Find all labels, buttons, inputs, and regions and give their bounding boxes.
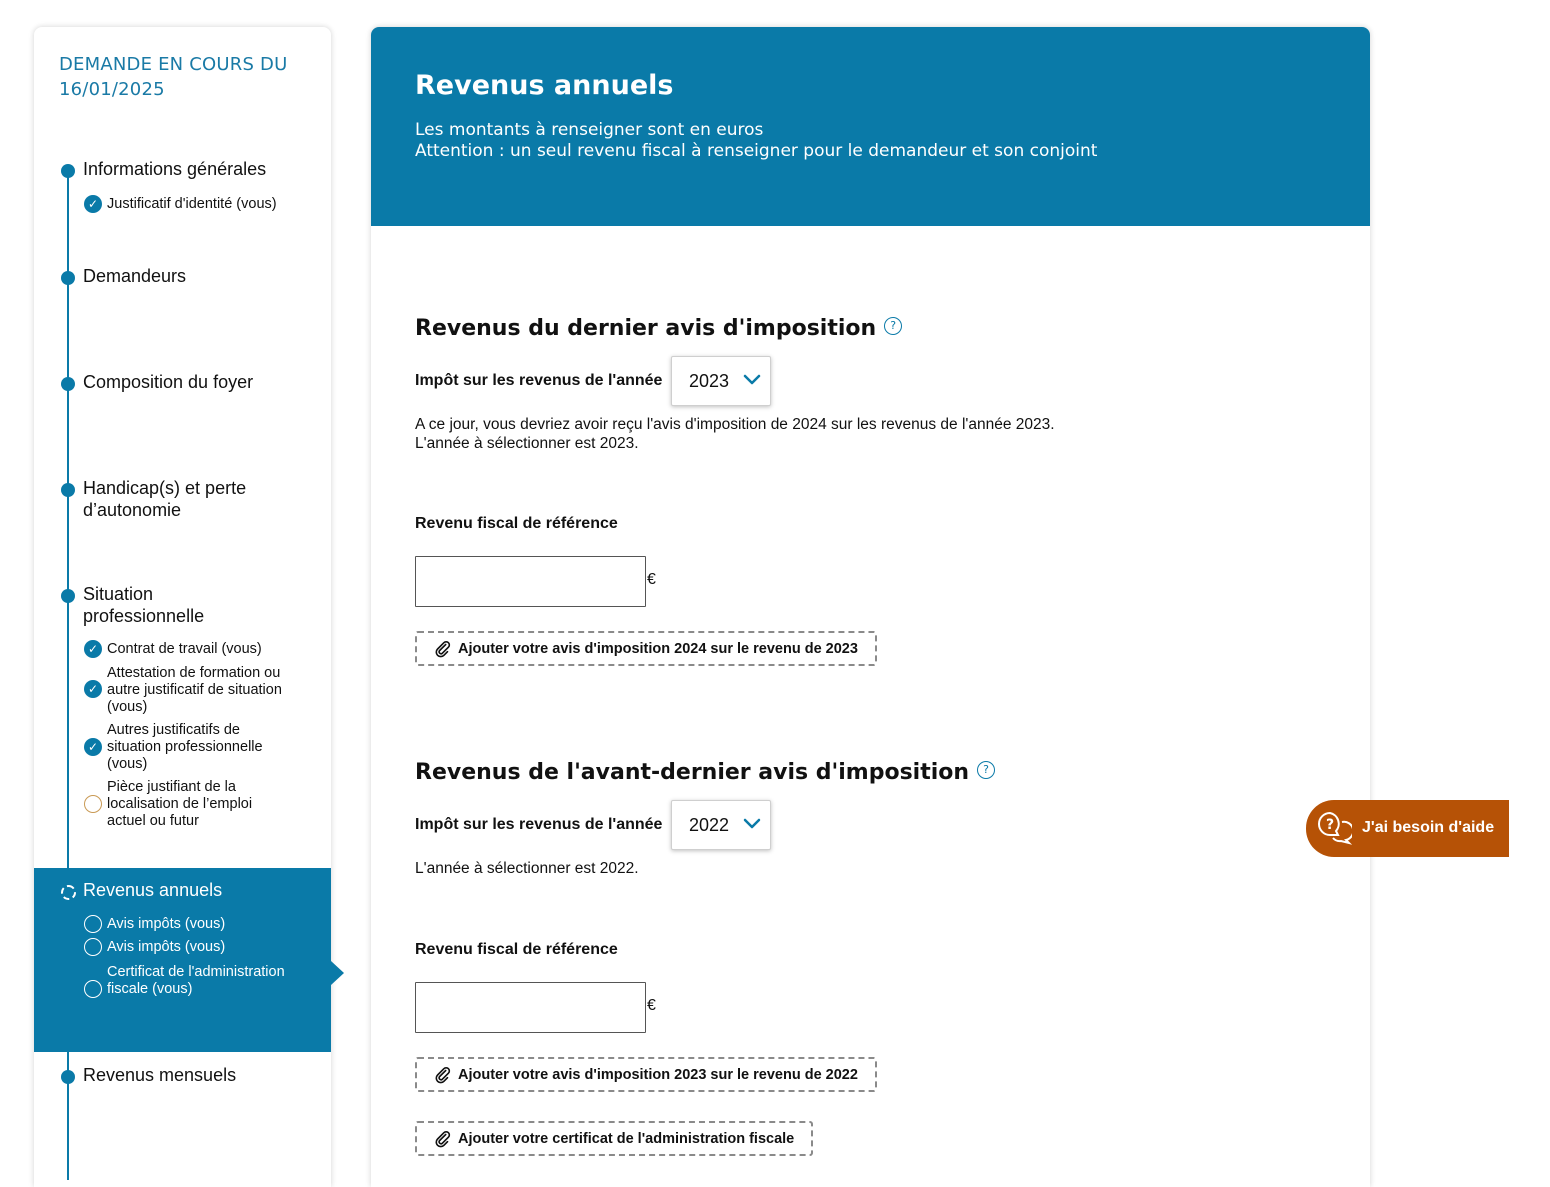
substep-label: Certificat de l'administration fiscale (vous) [107,964,285,997]
paperclip-icon [434,640,452,658]
substep-label: Attestation de formation ou autre justificatif de situation (vous) [107,665,282,715]
check-icon: ✓ [84,738,102,756]
empty-circle-icon [84,915,102,933]
page-title: Revenus annuels [415,70,674,101]
page-banner [371,27,1370,226]
year-select[interactable] [671,800,771,850]
info-note: L'année à sélectionner est 2023. [415,435,639,452]
check-icon: ✓ [84,640,102,658]
help-button[interactable] [1306,800,1509,857]
rfr-input[interactable] [415,556,646,607]
paperclip-icon [434,1130,452,1148]
attach-avis-2024-button[interactable] [415,631,877,666]
step-dot [61,164,75,178]
currency-label: € [647,571,656,588]
substep-label: Justificatif d'identité (vous) [107,196,277,212]
step-label: Demandeurs [83,266,187,286]
section-title-text: Revenus du dernier avis d'imposition [415,316,877,341]
help-button-label: J'ai besoin d'aide [1362,819,1495,836]
empty-circle-icon [84,795,102,813]
step-dot [61,589,75,603]
info-note: A ce jour, vous devriez avoir reçu l'avis d'imposition de 2024 sur les revenus de l'année 2023. [415,416,1055,433]
section-avant-dernier-avis-title [415,760,995,785]
progress-sidebar [34,27,331,1187]
year-label: Impôt sur les revenus de l'année [415,816,663,833]
attach-label: Ajouter votre avis d'imposition 2024 sur le revenu de 2023 [458,640,858,657]
step-label: Revenus mensuels [83,1065,237,1085]
currency-label: € [647,997,656,1014]
year-select[interactable] [671,356,771,406]
substep-label: Contrat de travail (vous) [107,641,262,657]
attach-label: Ajouter votre avis d'imposition 2023 sur le revenu de 2022 [458,1066,858,1083]
main-panel [371,27,1370,1187]
substep-label: Pièce justifiant de la localisation de l’emploi actuel ou futur [107,779,253,829]
chevron-down-icon [742,369,762,389]
rfr-input[interactable] [415,982,646,1033]
substep-label: Avis impôts (vous) [107,939,226,955]
section-dernier-avis-title [415,316,902,341]
check-icon: ✓ [84,680,102,698]
step-label: Handicap(s) et perte d’autonomie [83,478,247,520]
chevron-down-icon [742,813,762,833]
svg-text:?: ? [1326,817,1335,833]
banner-warning-line: Attention : un seul revenu fiscal à renseigner pour le demandeur et son conjoint [415,141,1098,161]
help-question-icon[interactable]: ? [884,317,902,335]
chat-question-icon [1316,810,1352,846]
step-label: Revenus annuels [83,880,223,900]
in-progress-icon [61,885,76,900]
help-question-icon[interactable]: ? [977,761,995,779]
rfr-label: Revenu fiscal de référence [415,515,618,532]
year-select-value: 2022 [689,815,730,835]
step-dot [61,271,75,285]
year-label: Impôt sur les revenus de l'année [415,372,663,389]
info-note: L'année à sélectionner est 2022. [415,860,639,877]
rfr-label: Revenu fiscal de référence [415,941,618,958]
request-title: DEMANDE EN COURS DU 16/01/2025 [59,54,288,100]
banner-info-line: Les montants à renseigner sont en euros [415,120,764,140]
attach-certificat-button[interactable] [415,1121,813,1156]
step-label: Informations générales [83,159,267,179]
step-dot [61,377,75,391]
step-label: Situation professionnelle [83,584,205,626]
step-dot [61,1070,75,1084]
section-title-text: Revenus de l'avant-dernier avis d'imposition [415,760,970,785]
paperclip-icon [434,1066,452,1084]
step-dot [61,483,75,497]
substep-label: Avis impôts (vous) [107,916,226,932]
year-select-value: 2023 [689,371,730,391]
attach-avis-2023-button[interactable] [415,1057,877,1092]
empty-circle-icon [84,980,102,998]
check-icon: ✓ [84,195,102,213]
step-label: Composition du foyer [83,372,254,392]
attach-label: Ajouter votre certificat de l'administration fiscale [458,1130,795,1147]
active-step-pointer [331,961,344,985]
substep-label: Autres justificatifs de situation professionnelle (vous) [107,722,263,772]
empty-circle-icon [84,938,102,956]
step-revenus-annuels-active[interactable] [34,868,331,1052]
